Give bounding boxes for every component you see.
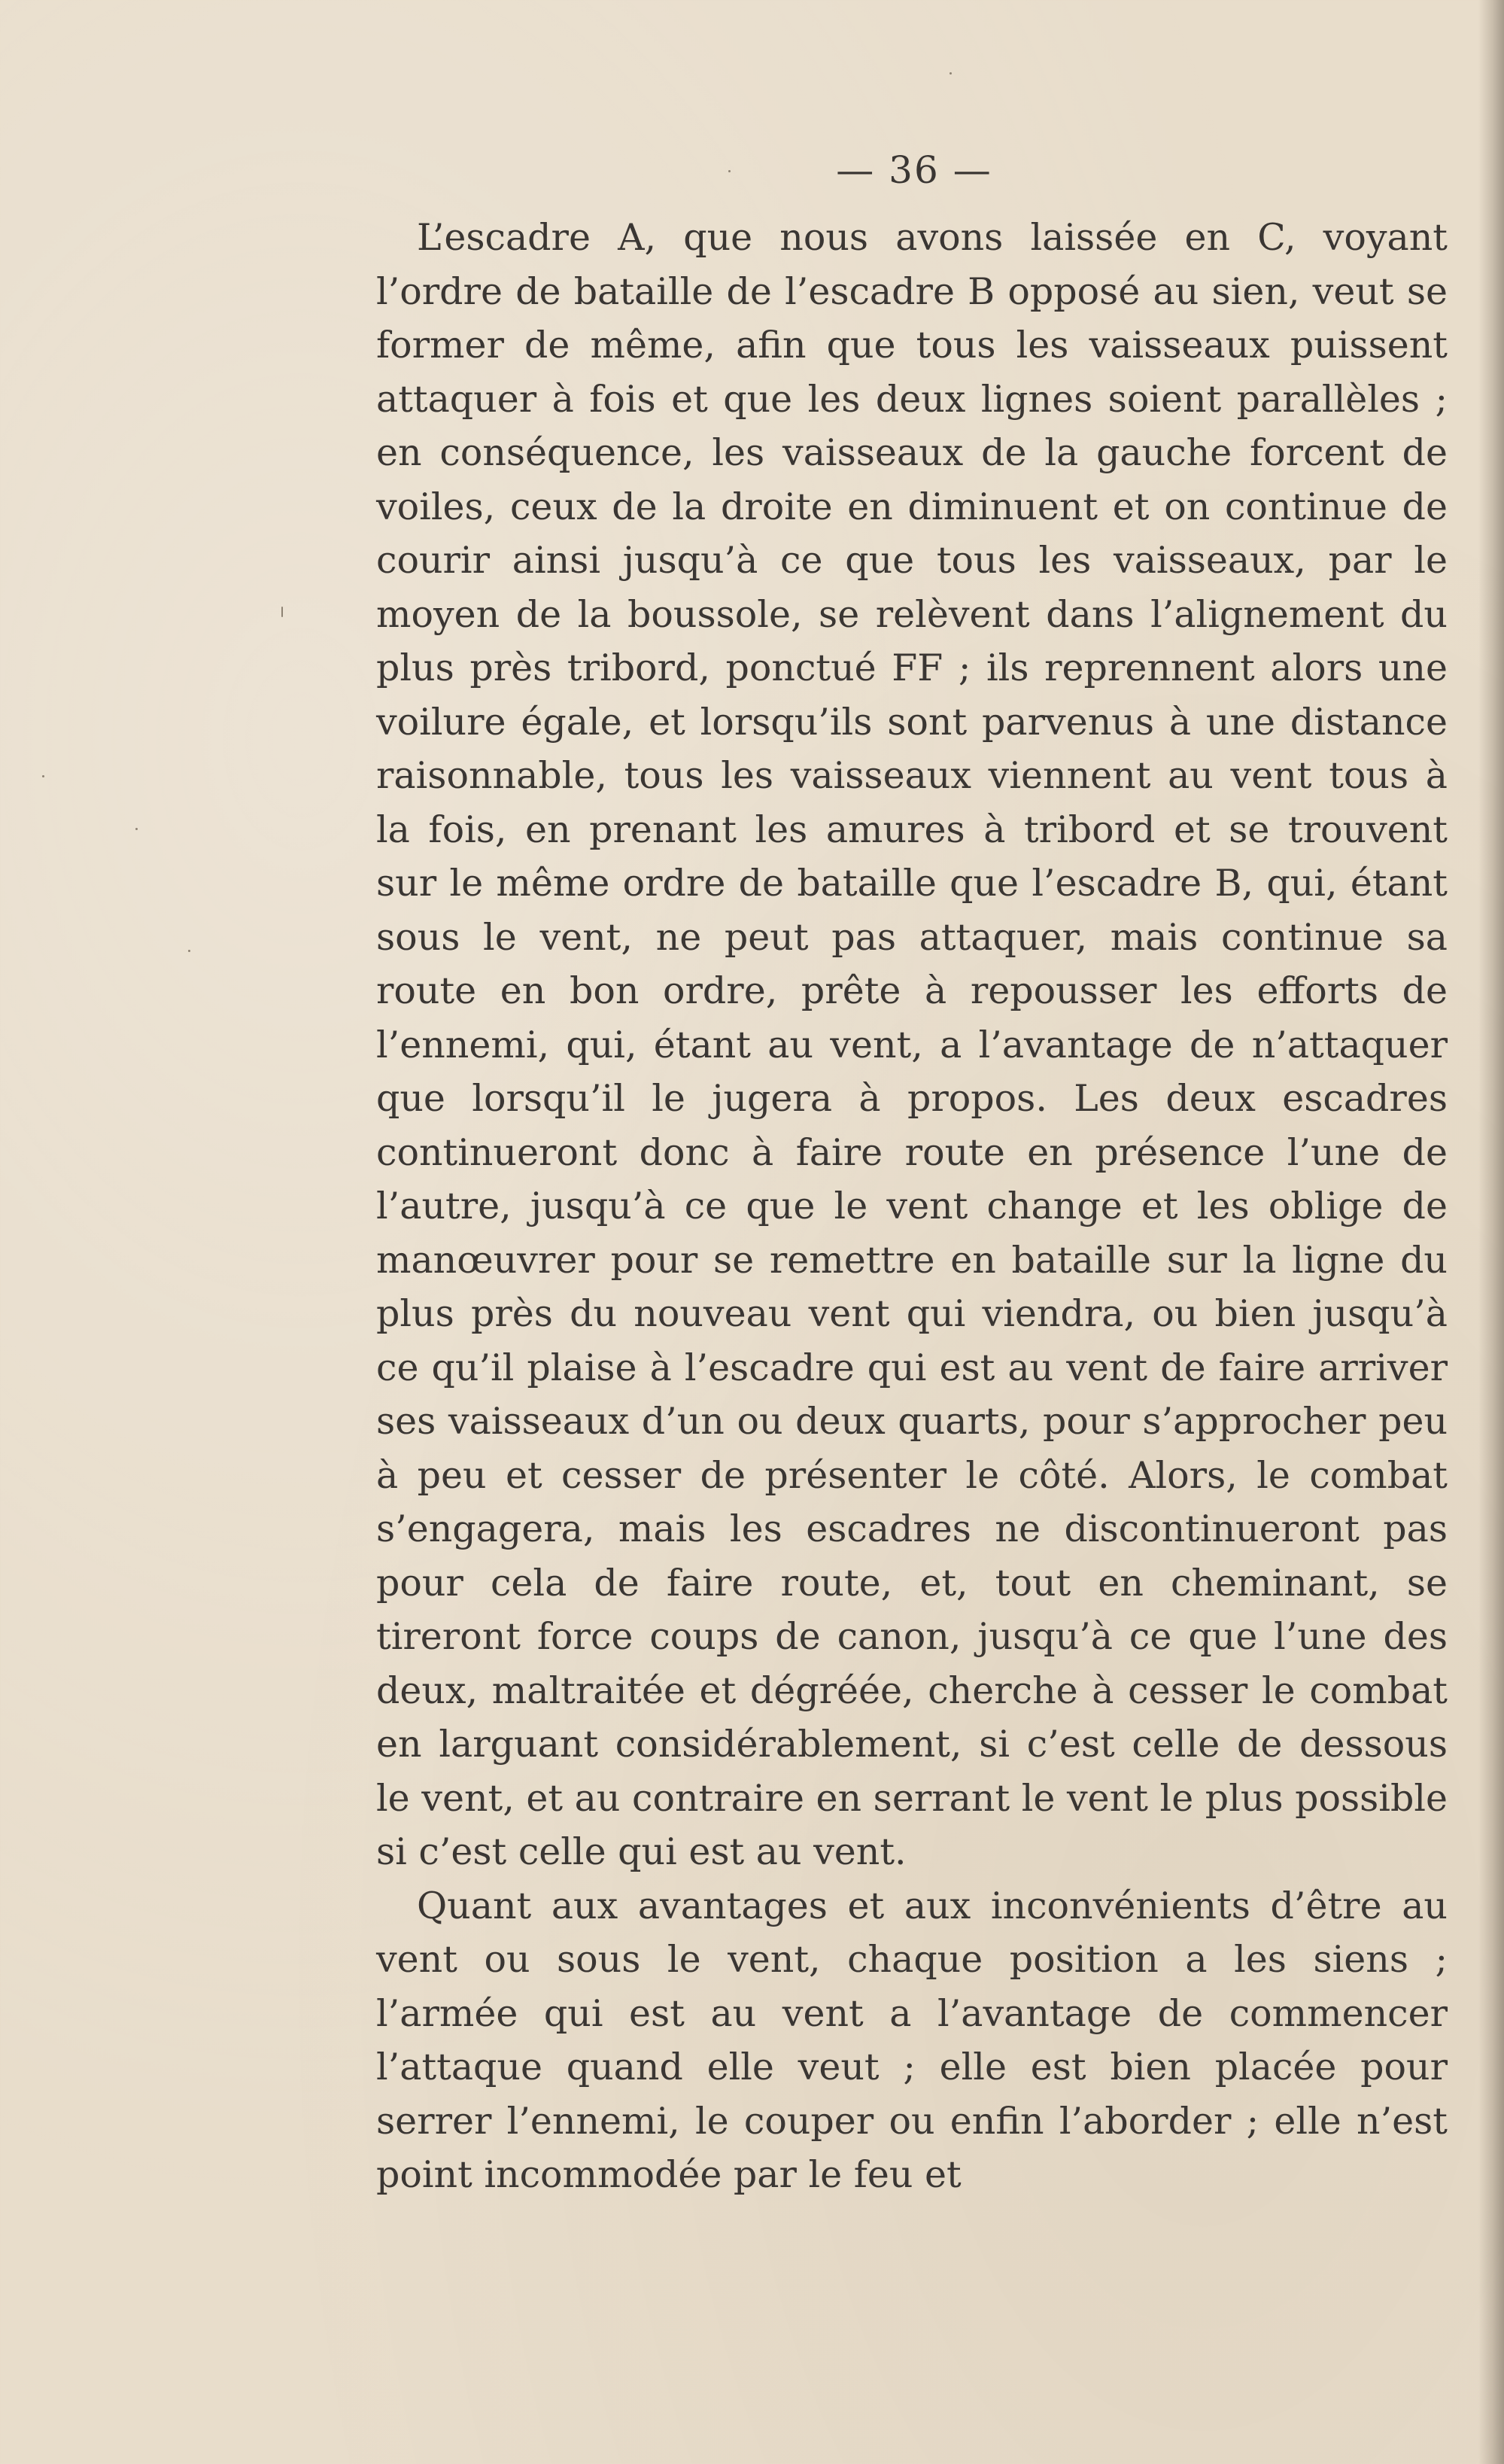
body-text <box>376 211 1448 2202</box>
paper-speck <box>281 607 283 617</box>
page-number: — 36 — <box>836 148 992 192</box>
paper-speck <box>949 72 952 75</box>
page-edge-shadow <box>1478 0 1504 2464</box>
paragraph-1: L’escadre A, que nous avons laissée en C, voyant l’ordre de bataille de l’escadre B opposé au sien, veut se former de même, afin que tous les vaisseaux puissent attaquer à fois et que les deux lignes soient parallèles ; en conséquence, les vaisseaux de la gauche forcent de voiles, ceux de la droite en diminuent et on continue de courir ainsi jusqu’à ce que tous les vaisseaux, par le moyen de la boussole, se relèvent dans l’alignement du plus près tribord, ponctué FF ; ils reprennent alors une voilure égale, et lorsqu’ils sont parvenus à une distance raisonnable, tous les vaisseaux viennent au vent tous à la fois, en prenant les amures à tribord et se trouvent sur le même ordre de bataille que l’escadre B, qui, étant sous le vent, ne peut pas attaquer, mais continue sa route en bon ordre, prête à repousser les efforts de l’ennemi, qui, étant au vent, a l’avantage de n’attaquer que lorsqu’il le jugera à propos. Les deux escadres continueront donc à faire route en présence l’une de l’autre, jusqu’à ce que le vent change et les oblige de manœuvrer pour se remettre en bataille sur la ligne du plus près du nouveau vent qui viendra, ou bien jusqu’à ce qu’il plaise à l’escadre qui est au vent de faire arriver ses vaisseaux d’un ou deux quarts, pour s’approcher peu à peu et cesser de présenter le côté. Alors, le combat s’engagera, mais les escadres ne discontinueront pas pour cela de faire route, et, tout en cheminant, se tireront force coups de canon, jusqu’à ce que l’une des deux, maltraitée et dégréée, cherche à cesser le combat en larguant considérablement, si c’est celle de dessous le vent, et au contraire en serrant le vent le plus possible si c’est celle qui est au vent. <box>376 216 1448 1873</box>
paper-speck <box>728 170 731 172</box>
paper-speck <box>135 828 138 830</box>
paper-speck <box>188 950 190 952</box>
paragraph-2: Quant aux avantages et aux inconvénients d’être au vent ou sous le vent, chaque position a les siens ; l’armée qui est au vent a l’avantage de commencer l’attaque quand elle veut ; elle est bien placée pour serrer l’ennemi, le couper ou enfin l’aborder ; elle n’est point incommodée par le feu et <box>376 1884 1448 2196</box>
paper-speck <box>42 775 44 777</box>
